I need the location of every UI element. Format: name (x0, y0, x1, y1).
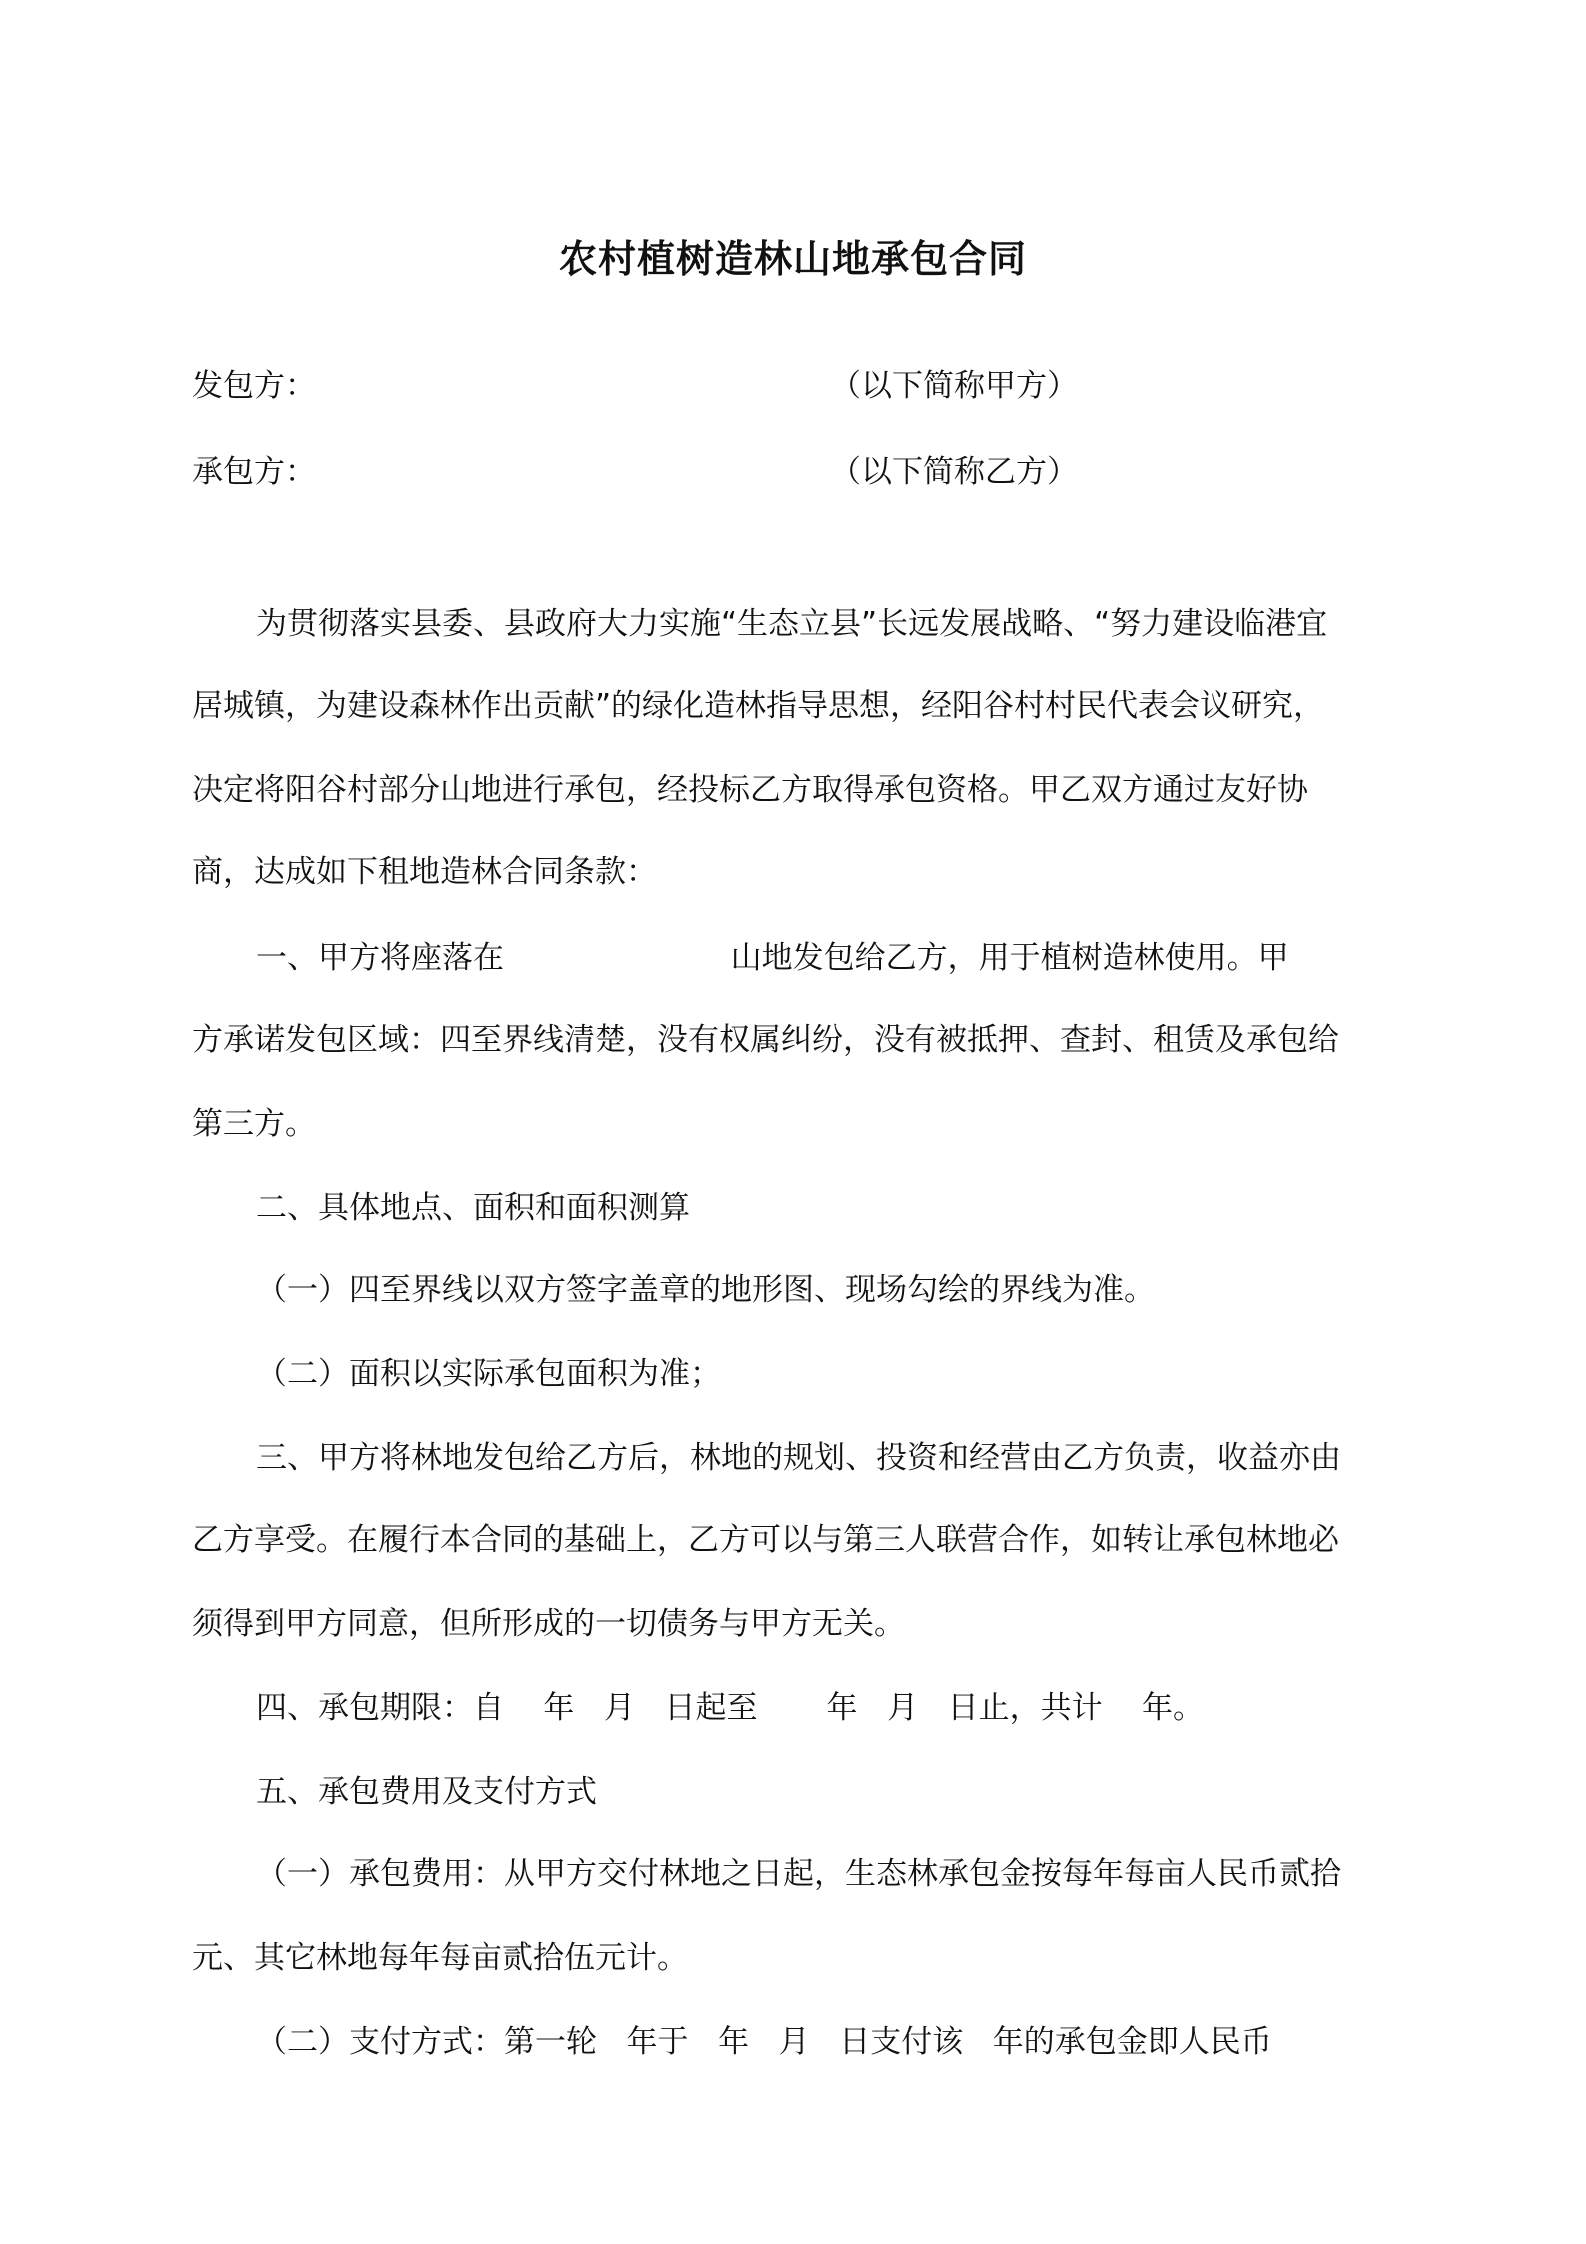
clause2-item: （一）四至界线以双方签字盖章的地形图、现场勾绘的界线为准。 (256, 1272, 1155, 1308)
clause4-line: 四、承包期限：自 年 月 日起至 年 月 日止，共计 年。 (256, 1690, 1205, 1726)
clause1-line: 方承诺发包区域：四至界线清楚，没有权属纠纷，没有被抵押、查封、租赁及承包给 (192, 1022, 1339, 1058)
party-a-label: 发包方： (192, 368, 316, 404)
clause5-title: 五、承包费用及支付方式 (256, 1774, 597, 1810)
party-b-label: 承包方： (192, 454, 316, 490)
preamble-line: 为贯彻落实县委、县政府大力实施“生态立县”长远发展战略、“努力建设临港宜 (256, 606, 1328, 642)
clause3-line: 乙方享受。在履行本合同的基础上，乙方可以与第三人联营合作，如转让承包林地必 (192, 1522, 1339, 1558)
preamble-line: 商，达成如下租地造林合同条款： (192, 854, 657, 890)
preamble-line: 决定将阳谷村部分山地进行承包，经投标乙方取得承包资格。甲乙双方通过友好协 (192, 772, 1308, 808)
clause5-item1-line: 元、其它林地每年每亩贰拾伍元计。 (192, 1940, 688, 1976)
clause3-line: 三、甲方将林地发包给乙方后，林地的规划、投资和经营由乙方负责，收益亦由 (256, 1440, 1341, 1476)
clause1-line: 第三方。 (192, 1106, 316, 1142)
document-title: 农村植树造林山地承包合同 (558, 237, 1027, 281)
clause2-item: （二）面积以实际承包面积为准； (256, 1356, 721, 1392)
clause5-item1-line: （一）承包费用：从甲方交付林地之日起，生态林承包金按每年每亩人民币贰拾 (256, 1856, 1341, 1892)
clause5-item2-line: （二）支付方式：第一轮 年于 年 月 日支付该 年的承包金即人民币 (256, 2024, 1272, 2060)
clause2-title: 二、具体地点、面积和面积测算 (256, 1190, 690, 1226)
preamble-line: 居城镇，为建设森林作出贡献”的绿化造林指导思想，经阳谷村村民代表会议研究， (192, 688, 1325, 724)
party-b-note: （以下简称乙方） (830, 454, 1078, 490)
clause1-line: 一、甲方将座落在 山地发包给乙方，用于植树造林使用。甲 (256, 940, 1289, 976)
clause3-line: 须得到甲方同意，但所形成的一切债务与甲方无关。 (192, 1606, 905, 1642)
party-a-note: （以下简称甲方） (830, 368, 1078, 404)
